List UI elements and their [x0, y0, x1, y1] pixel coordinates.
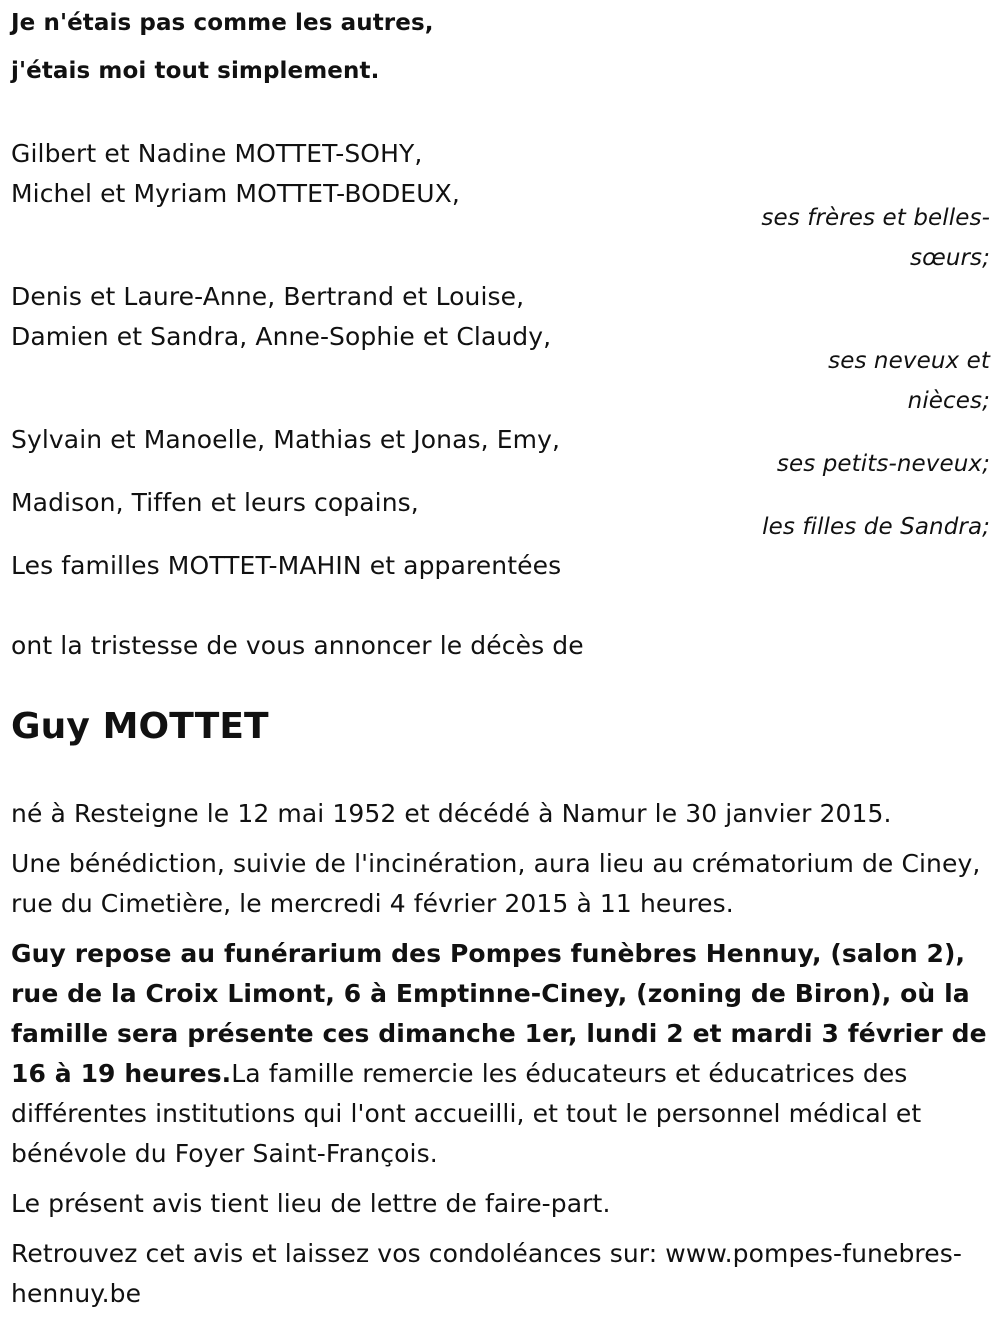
daughters-role: les filles de Sandra; — [762, 514, 990, 540]
grandnephews-role: ses petits-neveux; — [776, 451, 990, 477]
motto-line-1: Je n'étais pas comme les autres, — [11, 10, 434, 36]
motto-line-2: j'étais moi tout simplement. — [11, 58, 380, 84]
siblings-line-2: Michel et Myriam MOTTET-BODEUX, — [11, 179, 460, 208]
condolences-paragraph: Retrouvez cet avis et laissez vos condoléances sur: www.pompes-funebres-hennuy.be — [11, 1239, 962, 1308]
nephews-line-1: Denis et Laure-Anne, Bertrand et Louise, — [11, 282, 525, 311]
notice-line: Le présent avis tient lieu de lettre de faire-part. — [11, 1189, 611, 1218]
siblings-role-line-2: sœurs; — [910, 245, 990, 271]
grandnephews-line: Sylvain et Manoelle, Mathias et Jonas, Emy, — [11, 425, 561, 454]
daughters-line: Madison, Tiffen et leurs copains, — [11, 488, 419, 517]
siblings-line-1: Gilbert et Nadine MOTTET-SOHY, — [11, 139, 423, 168]
nephews-role-line-1: ses neveux et — [828, 348, 990, 374]
nephews-role-line-2: nièces; — [907, 388, 990, 414]
visitation-paragraph — [11, 934, 991, 1174]
birth-death-line: né à Resteigne le 12 mai 1952 et décédé à Namur le 30 janvier 2015. — [11, 799, 892, 828]
announcement: ont la tristesse de vous annoncer le décès de — [11, 631, 584, 660]
visitation-bold-text: Guy repose au funérarium des Pompes funèbres Hennuy, (salon 2), rue de la Croix Limont, 6 à Emptinne-Ciney, (zoning de Biron), où la famille sera présente ces dimanche 1er, lundi 2 et mardi 3 février de 16 à 19 heures. — [11, 939, 987, 1088]
nephews-line-2: Damien et Sandra, Anne-Sophie et Claudy, — [11, 322, 552, 351]
families-line: Les familles MOTTET-MAHIN et apparentées — [11, 551, 562, 580]
thanks-text: La famille remercie les éducateurs et éducatrices des différentes institutions qui l'ont accueilli, et tout le personnel médical et bénévole du Foyer Saint-François. — [11, 1059, 922, 1168]
deceased-name: Guy MOTTET — [11, 706, 269, 747]
siblings-role-line-1: ses frères et belles- — [761, 205, 990, 231]
ceremony-paragraph: Une bénédiction, suivie de l'incinération, aura lieu au crématorium de Ciney, rue du Cimetière, le mercredi 4 février 2015 à 11 heures. — [11, 849, 981, 918]
